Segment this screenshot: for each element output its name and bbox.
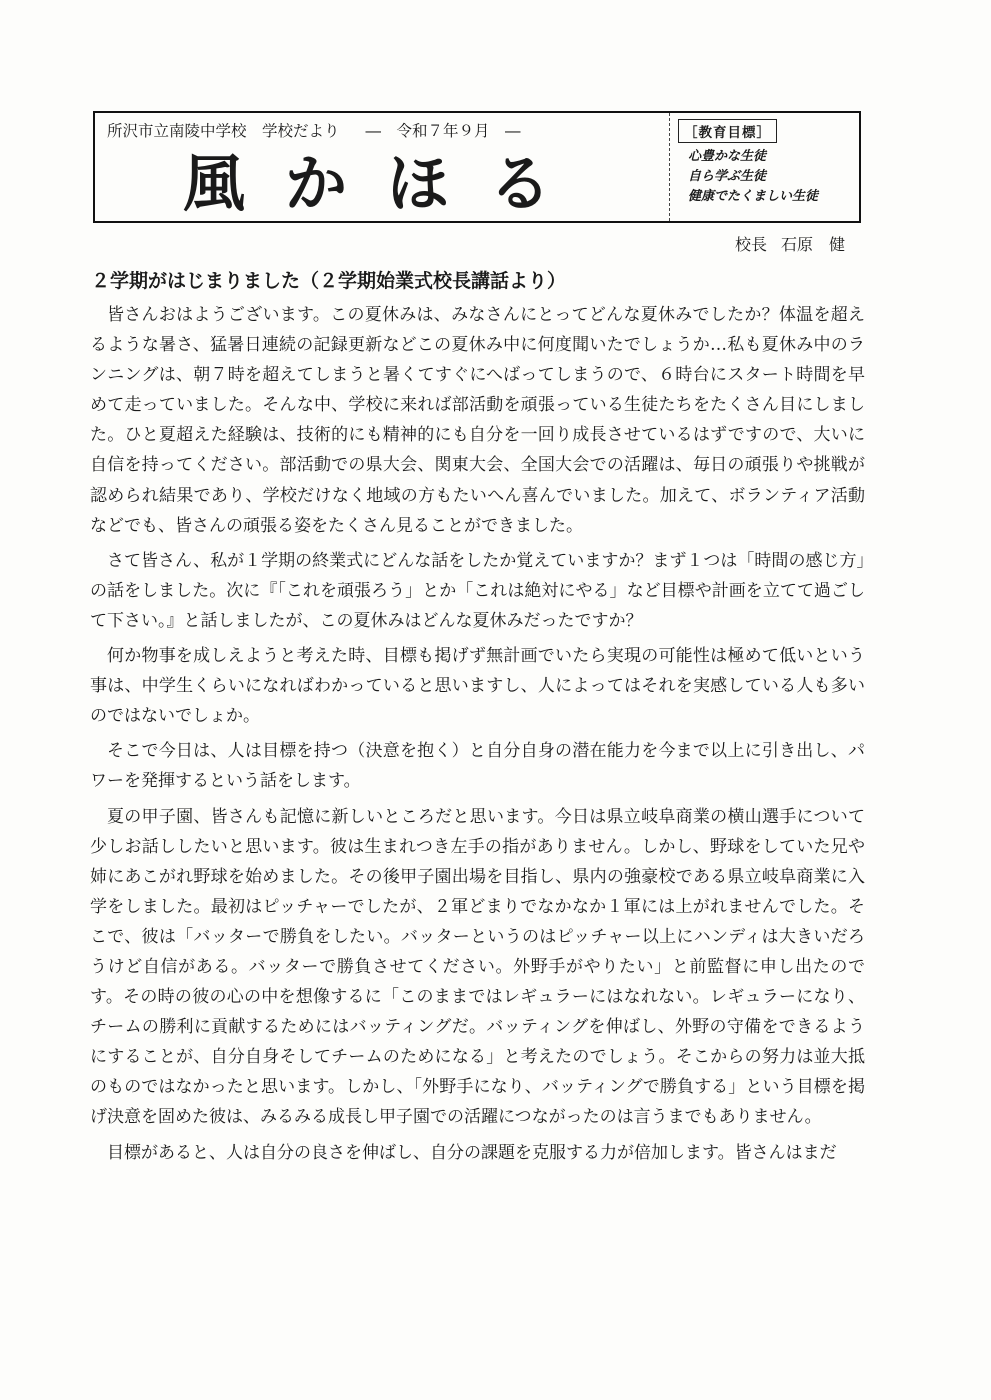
issue-date: ― 令和７年９月 ― <box>365 122 521 140</box>
article-paragraph: 皆さんおはようございます。この夏休みは、みなさんにとってどんな夏休みでしたか？体温を超えるような暑さ、猛暑日連続の記録更新などこの夏休み中に何度聞いたでしょうか…私も夏休み中のランニングは、朝７時を超えてしまうと暑くてすぐにへばってしまうので、６時台にスタート時間を早めて走っていました。そんな中、学校に来れば部活動を頑張っている生徒たちをたくさん目にしました。ひと夏超えた経験は、技術的にも精神的にも自分を一回り成長させているはずですので、大いに自信を持ってください。部活動での県大会、関東大会、全国大会での活躍は、毎日の頑張りや挑戦が認められ結果であり、学校だけなく地域の方もたいへん喜んでいました。加えて、ボランティア活動などでも、皆さんの頑張る姿をたくさん見ることができました。 <box>90 305 865 536</box>
article-paragraph: 目標があると、人は自分の良さを伸ばし、自分の課題を克服する力が倍加します。皆さんはまだ <box>107 1142 837 1163</box>
education-goal: 自ら学ぶ生徒 <box>688 169 767 184</box>
education-goals <box>669 113 859 221</box>
education-goal: 心豊かな生徒 <box>688 149 767 164</box>
article-paragraph: 何か物事を成しえようと考えた時、目標も掲げず無計画でいたら実現の可能性は極めて低いという事は、中学生くらいになればわかっていると思いますし、人によってはそれを実感している人も多いのではないでしょか。 <box>90 646 865 727</box>
principal-role: 校長 <box>735 235 768 254</box>
newsletter-title: 風かほる <box>183 147 592 220</box>
school-name: 所沢市立南陵中学校 学校だより <box>107 122 340 140</box>
masthead-main <box>95 113 669 221</box>
education-goal: 健康でたくましい生徒 <box>688 189 819 204</box>
masthead <box>93 111 861 223</box>
article-headline: ２学期がはじまりました（２学期始業式校長講話より） <box>91 270 567 292</box>
article-paragraph: さて皆さん、私が１学期の終業式にどんな話をしたか覚えていますか？まず１つは「時間の感じ方」の話をしました。次に『「これを頑張ろう」とか「これは絶対にやる」など目標や計画を立てて過ごして下さい。』と話しましたが、この夏休みはどんな夏休みだったですか？ <box>90 550 865 631</box>
article-paragraph: そこで今日は、人は目標を持つ（決意を抱く）と自分自身の潜在能力を今まで以上に引き出し、パワーを発揮するという話をします。 <box>90 741 865 792</box>
article-paragraph: 夏の甲子園、皆さんも記憶に新しいところだと思います。今日は県立岐阜商業の横山選手について少しお話ししたいと思います。彼は生まれつき左手の指がありません。しかし、野球をしていた兄や姉にあこがれ野球を始めました。その後甲子園出場を目指し、県内の強豪校である県立岐阜商業に入学をしました。最初はピッチャーでしたが、２軍どまりでなかなか１軍には上がれませんでした。そこで、彼は「バッターで勝負をしたい。バッターというのはピッチャー以上にハンディは大きいだろうけど自信がある。バッターで勝負させてください。外野手がやりたい」と前監督に申し出たのです。その時の彼の心の中を想像するに「このままではレギュラーにはなれない。レギュラーになり、チームの勝利に貢献するためにはバッティングだ。バッティングを伸ばし、外野の守備をできるようにすることが、自分自身そしてチームのためになる」と考えたのでしょう。そこからの努力は並大抵のものではなかったと思います。しかし、「外野手になり、バッティングで勝負する」という目標を掲げ決意を固めた彼は、みるみる成長し甲子園での活躍につながったのは言うまでもありません。 <box>90 806 865 1128</box>
article-body <box>90 300 865 1173</box>
education-goals-title: ［教育目標］ <box>678 119 777 143</box>
principal-name: 石原 健 <box>781 235 846 254</box>
principal-byline <box>735 232 845 255</box>
masthead-subtitle <box>107 119 521 141</box>
